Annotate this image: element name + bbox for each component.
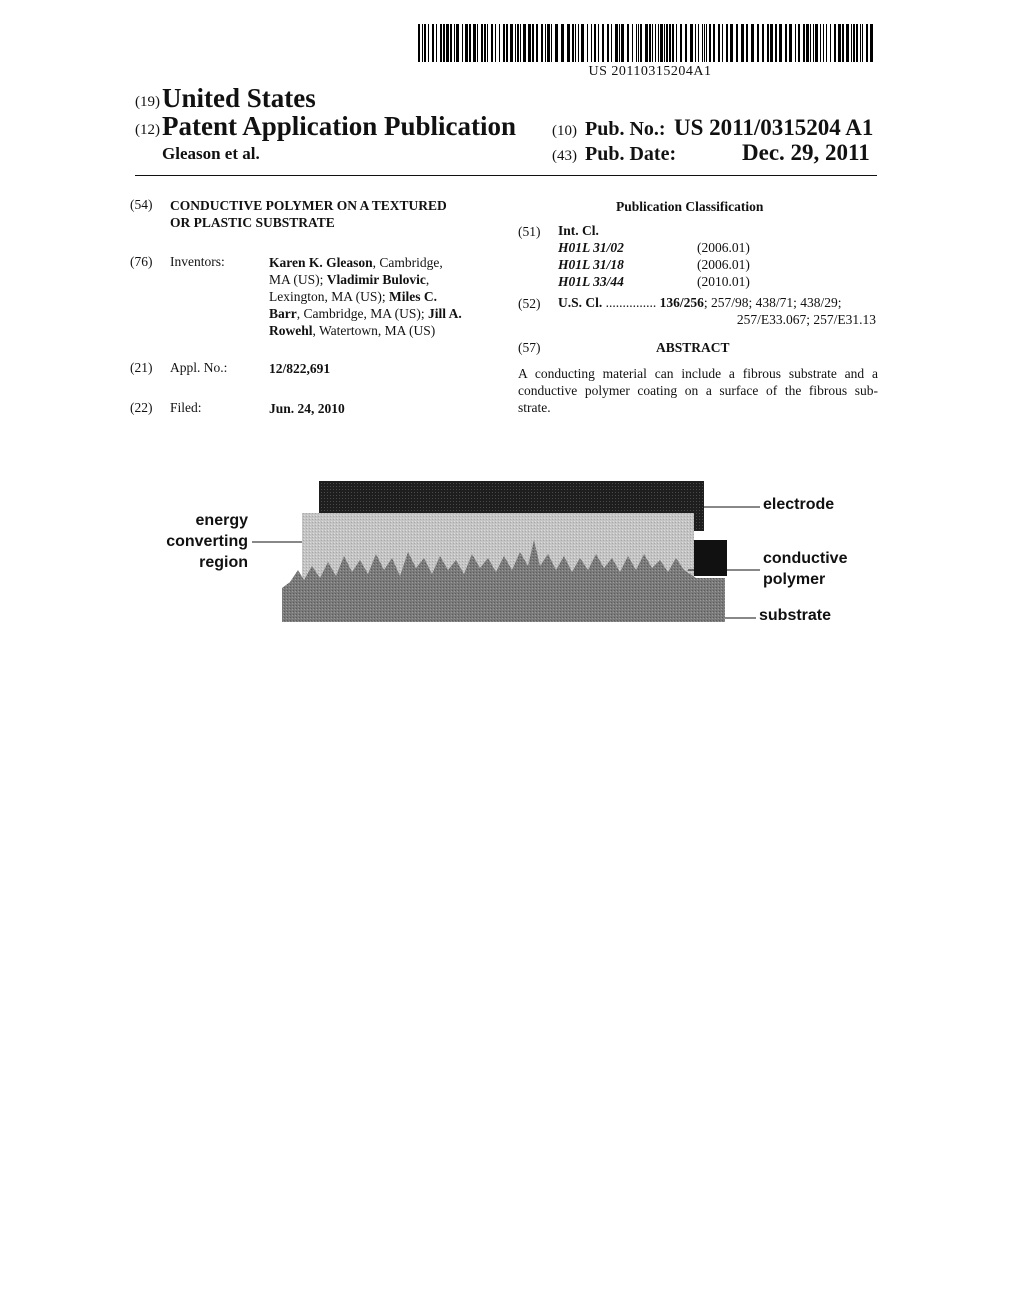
barcode-bar	[503, 24, 505, 62]
barcode-bar	[581, 24, 584, 62]
barcode-bar	[690, 24, 693, 62]
barcode-bar	[436, 24, 437, 62]
barcode-number: US 20110315204A1	[588, 64, 712, 79]
abstract-line-1: A conducting material can include a fibrous substrate and a	[518, 366, 878, 381]
barcode	[418, 24, 876, 64]
barcode-bar	[770, 24, 773, 62]
pub-no: US 2011/0315204 A1	[674, 115, 874, 140]
barcode-bar	[722, 24, 723, 62]
barcode-bar	[746, 24, 748, 62]
barcode-bar	[456, 24, 459, 62]
barcode-bar	[706, 24, 707, 62]
barcode-bar	[418, 24, 420, 62]
barcode-bar	[627, 24, 629, 62]
barcode-bar	[704, 24, 705, 62]
barcode-bar	[830, 24, 831, 62]
inventor-line-5	[269, 322, 489, 339]
barcode-bar	[736, 24, 738, 62]
title-line-2: OR PLASTIC SUBSTRATE	[170, 215, 335, 230]
code-10: (10)	[552, 123, 577, 139]
barcode-bar	[767, 24, 769, 62]
barcode-bar	[636, 24, 637, 62]
barcode-bar	[718, 24, 720, 62]
int-cl-code-1: H01L 31/02	[558, 240, 624, 255]
barcode-bar	[594, 24, 596, 62]
barcode-bar	[672, 24, 674, 62]
barcode-bar	[555, 24, 558, 62]
barcode-bar	[510, 24, 513, 62]
barcode-bar	[798, 24, 800, 62]
barcode-bar	[491, 24, 493, 62]
barcode-bar	[572, 24, 574, 62]
barcode-bar	[547, 24, 550, 62]
us-cl-dots: ...............	[605, 295, 657, 310]
label-energy-line-1: energy	[195, 512, 248, 529]
barcode-bar	[602, 24, 604, 62]
code-51: (51)	[518, 224, 541, 239]
appl-no-label: Appl. No.:	[170, 360, 228, 375]
barcode-bar	[454, 24, 455, 62]
barcode-bar	[462, 24, 463, 62]
barcode-bar	[806, 24, 809, 62]
barcode-bar	[432, 24, 434, 62]
us-cl-rest-1: ; 257/98; 438/71; 438/29;	[703, 295, 842, 310]
pub-no-label: Pub. No.:	[585, 118, 666, 140]
title-line-1: CONDUCTIVE POLYMER ON A TEXTURED	[170, 198, 447, 213]
barcode-bar	[870, 24, 873, 62]
us-cl-label: U.S. Cl.	[558, 295, 603, 310]
barcode-bar	[730, 24, 733, 62]
inventor-location: , Watertown, MA (US)	[312, 323, 436, 338]
barcode-bar	[481, 24, 483, 62]
barcode-bar	[621, 24, 624, 62]
barcode-bar	[779, 24, 782, 62]
barcode-bar	[826, 24, 827, 62]
label-conductive-polymer	[763, 548, 847, 590]
barcode-bar	[587, 24, 588, 62]
barcode-graphic	[418, 24, 876, 64]
barcode-bar	[598, 24, 599, 62]
us-cl-line-1	[558, 294, 842, 311]
barcode-bar	[685, 24, 687, 62]
label-substrate: substrate	[759, 607, 832, 624]
pub-date: Dec. 29, 2011	[742, 140, 870, 165]
barcode-bar	[726, 24, 728, 62]
barcode-bar	[866, 24, 868, 62]
pub-date-label: Pub. Date:	[585, 143, 677, 165]
barcode-bar	[541, 24, 543, 62]
us-cl-rest-2: 257/E33.067; 257/E31.13	[736, 312, 876, 327]
inventor-punct: ,	[425, 272, 430, 287]
barcode-bar	[619, 24, 620, 62]
inventor-name: Rowehl	[269, 323, 313, 338]
barcode-bar	[640, 24, 642, 62]
label-electrode: electrode	[763, 496, 835, 513]
code-57: (57)	[518, 340, 541, 355]
inventors-list	[269, 254, 489, 339]
inventors-label: Inventors:	[170, 254, 225, 269]
barcode-bar	[856, 24, 858, 62]
country: United States	[162, 83, 316, 113]
inventor-name: Miles C.	[389, 289, 437, 304]
inventor-name: Vladimir Bulovic	[326, 272, 426, 287]
barcode-bar	[649, 24, 651, 62]
title	[170, 197, 447, 231]
barcode-bar	[669, 24, 671, 62]
inventor-location: , Cambridge,	[372, 255, 443, 270]
barcode-bar	[638, 24, 639, 62]
barcode-bar	[591, 24, 592, 62]
barcode-bar	[658, 24, 659, 62]
barcode-bar	[487, 24, 488, 62]
barcode-bar	[803, 24, 805, 62]
barcode-bar	[702, 24, 703, 62]
barcode-bar	[446, 24, 449, 62]
applicant: Gleason et al.	[162, 144, 260, 163]
barcode-bar	[680, 24, 682, 62]
barcode-bar	[695, 24, 696, 62]
barcode-bar	[469, 24, 471, 62]
inventor-location: MA (US);	[269, 272, 327, 287]
barcode-bar	[789, 24, 792, 62]
label-energy-line-3: region	[199, 554, 248, 571]
filed-label: Filed:	[170, 400, 202, 415]
barcode-bar	[652, 24, 653, 62]
barcode-bar	[815, 24, 818, 62]
barcode-bar	[611, 24, 612, 62]
barcode-bar	[862, 24, 863, 62]
barcode-bar	[515, 24, 516, 62]
barcode-bar	[713, 24, 715, 62]
barcode-bar	[450, 24, 452, 62]
int-cl-label: Int. Cl.	[558, 223, 599, 238]
barcode-bar	[795, 24, 796, 62]
barcode-bar	[851, 24, 852, 62]
barcode-bar	[545, 24, 546, 62]
barcode-bar	[607, 24, 609, 62]
barcode-bar	[846, 24, 849, 62]
inventor-name: Barr	[269, 306, 297, 321]
abstract-text	[518, 365, 878, 416]
filed-date: Jun. 24, 2010	[269, 401, 345, 416]
appl-no: 12/822,691	[269, 361, 331, 376]
barcode-bar	[520, 24, 521, 62]
barcode-bar	[495, 24, 496, 62]
abstract-line-2: conductive polymer coating on a surface of the fibrous sub-	[518, 383, 878, 398]
code-22: (22)	[130, 400, 153, 415]
inventor-line-3	[269, 288, 489, 305]
inventor-name: Jill A.	[428, 306, 462, 321]
barcode-bar	[757, 24, 759, 62]
barcode-bar	[517, 24, 519, 62]
barcode-bar	[785, 24, 787, 62]
barcode-bar	[428, 24, 429, 62]
barcode-bar	[810, 24, 811, 62]
barcode-bar	[473, 24, 476, 62]
inventor-line-1	[269, 254, 489, 271]
code-43: (43)	[552, 148, 577, 164]
barcode-bar	[820, 24, 821, 62]
inventor-line-4	[269, 305, 489, 322]
barcode-bar	[615, 24, 618, 62]
barcode-bar	[709, 24, 711, 62]
barcode-bar	[813, 24, 814, 62]
int-cl-date-3: (2010.01)	[697, 274, 750, 289]
barcode-bar	[666, 24, 668, 62]
inventor-location: , Cambridge, MA (US);	[296, 306, 428, 321]
barcode-bar	[465, 24, 468, 62]
barcode-bar	[551, 24, 552, 62]
int-cl-date-1: (2006.01)	[697, 240, 750, 255]
barcode-bar	[823, 24, 824, 62]
header-rule	[135, 175, 877, 176]
int-cl-date-2: (2006.01)	[697, 257, 750, 272]
barcode-bar	[575, 24, 576, 62]
barcode-bar	[578, 24, 579, 62]
barcode-bar	[762, 24, 764, 62]
barcode-bar	[775, 24, 777, 62]
code-76: (76)	[130, 254, 153, 269]
barcode-bar	[506, 24, 508, 62]
barcode-bar	[741, 24, 744, 62]
barcode-bar	[838, 24, 841, 62]
barcode-bar	[567, 24, 570, 62]
barcode-bar	[860, 24, 861, 62]
barcode-bar	[632, 24, 633, 62]
int-cl-code-2: H01L 31/18	[558, 257, 624, 272]
inventor-name: Karen K. Gleason	[269, 255, 373, 270]
document-type: Patent Application Publication	[162, 111, 517, 141]
electrode-step	[691, 540, 727, 576]
code-19: (19)	[135, 94, 160, 110]
barcode-bar	[655, 24, 656, 62]
label-energy-line-2: converting	[166, 533, 248, 550]
label-cp-line-2: polymer	[763, 571, 826, 588]
inventor-location: Lexington, MA (US);	[269, 289, 389, 304]
barcode-bar	[834, 24, 836, 62]
abstract-heading: ABSTRACT	[656, 340, 730, 355]
barcode-bar	[528, 24, 531, 62]
barcode-bar	[660, 24, 663, 62]
barcode-bar	[532, 24, 534, 62]
int-cl-code-3: H01L 33/44	[558, 274, 624, 289]
barcode-bar	[751, 24, 754, 62]
us-cl-main: 136/256	[659, 295, 704, 310]
barcode-bar	[842, 24, 844, 62]
barcode-bar	[484, 24, 486, 62]
code-52: (52)	[518, 296, 541, 311]
barcode-bar	[499, 24, 500, 62]
inventor-line-2	[269, 271, 489, 288]
abstract-line-3: strate.	[518, 400, 551, 415]
barcode-bar	[698, 24, 699, 62]
barcode-bar	[443, 24, 445, 62]
code-54: (54)	[130, 197, 153, 212]
barcode-bar	[645, 24, 648, 62]
barcode-bar	[523, 24, 526, 62]
label-energy-converting-region	[130, 510, 248, 573]
barcode-bar	[424, 24, 426, 62]
barcode-bar	[561, 24, 564, 62]
barcode-bar	[477, 24, 478, 62]
code-21: (21)	[130, 360, 153, 375]
barcode-bar	[536, 24, 538, 62]
code-12: (12)	[135, 122, 160, 138]
barcode-bar	[853, 24, 855, 62]
pub-class-heading: Publication Classification	[616, 199, 764, 214]
label-cp-line-1: conductive	[763, 550, 848, 567]
barcode-bar	[422, 24, 423, 62]
barcode-bar	[676, 24, 677, 62]
barcode-bar	[664, 24, 665, 62]
barcode-bar	[440, 24, 442, 62]
